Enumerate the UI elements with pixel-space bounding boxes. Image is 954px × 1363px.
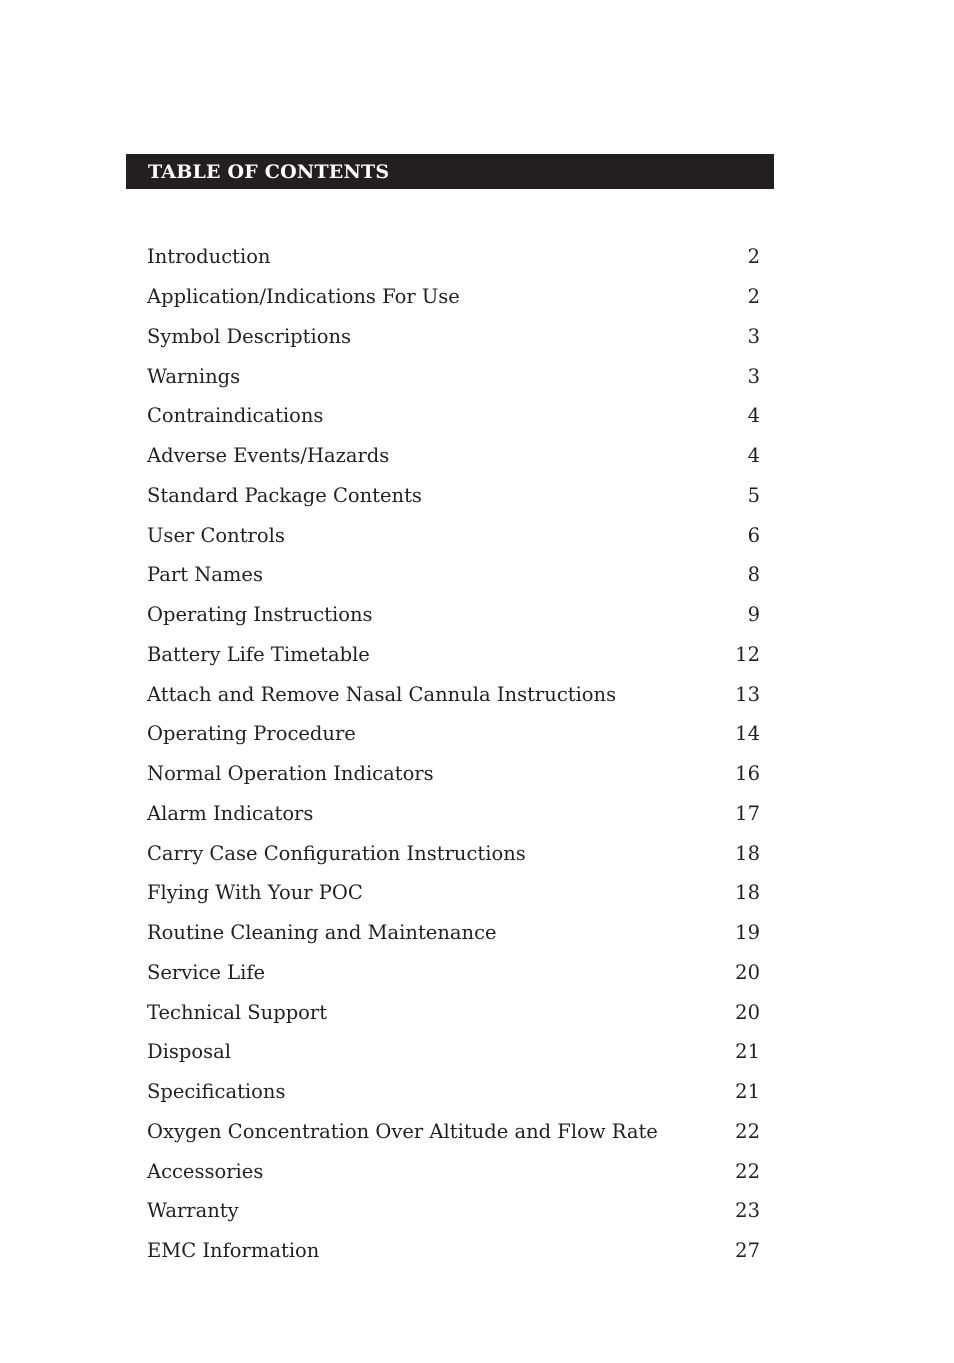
toc-entry-label: Application/Indications For Use [147, 285, 460, 309]
toc-entry-label: Flying With Your POC [147, 881, 363, 905]
toc-entry-page-number: 9 [747, 603, 760, 627]
toc-entry [147, 754, 760, 794]
toc-entry-page-number: 13 [735, 682, 760, 706]
toc-entry-page-number: 12 [735, 642, 760, 666]
toc-entry [147, 992, 760, 1032]
toc-entry [147, 1231, 760, 1271]
toc-entry-page-number: 18 [735, 881, 760, 905]
toc-entry-label: Accessories [147, 1159, 264, 1183]
toc-entry-page-number: 4 [747, 444, 760, 468]
toc-entry-page-number: 17 [735, 801, 760, 825]
toc-entry-label: Service Life [147, 960, 266, 984]
toc-entry-page-number: 3 [747, 324, 760, 348]
toc-entry-page-number: 21 [735, 1040, 760, 1064]
toc-entry [147, 1151, 760, 1191]
toc-entry-label: Alarm Indicators [147, 801, 314, 825]
toc-entry-label: Oxygen Concentration Over Altitude and Flow Rate [147, 1119, 658, 1143]
toc-entry [147, 595, 760, 635]
toc-entry [147, 515, 760, 555]
toc-entry-label: EMC Information [147, 1239, 320, 1263]
toc-entry-label: Technical Support [147, 1000, 328, 1024]
toc-entry [147, 476, 760, 516]
toc-entry-label: Adverse Events/Hazards [147, 444, 390, 468]
toc-entry-label: Battery Life Timetable [147, 642, 370, 666]
toc-entry-page-number: 27 [735, 1239, 760, 1263]
toc-title: TABLE OF CONTENTS [148, 160, 390, 183]
toc-entry-label: Routine Cleaning and Maintenance [147, 921, 497, 945]
toc-entry-page-number: 2 [747, 245, 760, 269]
toc-entry-page-number: 6 [747, 523, 760, 547]
toc-entry-label: Part Names [147, 563, 263, 587]
toc-entry-label: Operating Procedure [147, 722, 356, 746]
toc-entry-label: Carry Case Configuration Instructions [147, 841, 526, 865]
toc-entry-page-number: 23 [735, 1199, 760, 1223]
toc-entry [147, 714, 760, 754]
toc-entry-label: Attach and Remove Nasal Cannula Instructions [147, 682, 617, 706]
toc-entry-page-number: 20 [735, 960, 760, 984]
toc-entry-label: Symbol Descriptions [147, 324, 352, 348]
toc-entry-page-number: 16 [735, 762, 760, 786]
toc-entry-label: Disposal [147, 1040, 231, 1064]
toc-entry [147, 237, 760, 277]
toc-entry [147, 1032, 760, 1072]
toc-entry-page-number: 19 [735, 921, 760, 945]
toc-entry [147, 635, 760, 675]
toc-entry-page-number: 22 [735, 1119, 760, 1143]
toc-entry-label: Normal Operation Indicators [147, 762, 434, 786]
toc-entry-page-number: 20 [735, 1000, 760, 1024]
toc-entry-label: Contraindications [147, 404, 324, 428]
toc-entry [147, 1072, 760, 1112]
toc-entry [147, 794, 760, 834]
toc-entry [147, 674, 760, 714]
toc-entry-page-number: 21 [735, 1080, 760, 1104]
toc-entry [147, 555, 760, 595]
toc-entry [147, 833, 760, 873]
toc-entry-label: Operating Instructions [147, 603, 373, 627]
toc-entry-label: Introduction [147, 245, 271, 269]
toc-entry [147, 1191, 760, 1231]
toc-entry-page-number: 5 [747, 483, 760, 507]
toc-entry-label: Warranty [147, 1199, 239, 1223]
toc-entry-page-number: 3 [747, 364, 760, 388]
toc-entry [147, 396, 760, 436]
toc-list [147, 237, 760, 1271]
toc-entry-page-number: 8 [747, 563, 760, 587]
toc-header-bar [126, 154, 774, 189]
toc-entry [147, 1112, 760, 1152]
toc-entry [147, 356, 760, 396]
toc-entry [147, 317, 760, 357]
toc-entry [147, 913, 760, 953]
toc-entry [147, 277, 760, 317]
toc-entry-label: Specifications [147, 1080, 286, 1104]
toc-entry-label: Warnings [147, 364, 241, 388]
toc-entry-label: Standard Package Contents [147, 483, 422, 507]
toc-entry-label: User Controls [147, 523, 285, 547]
toc-entry [147, 436, 760, 476]
toc-entry-page-number: 2 [747, 285, 760, 309]
toc-entry-page-number: 4 [747, 404, 760, 428]
toc-entry [147, 873, 760, 913]
toc-entry-page-number: 14 [735, 722, 760, 746]
toc-entry-page-number: 22 [735, 1159, 760, 1183]
toc-entry [147, 953, 760, 993]
toc-entry-page-number: 18 [735, 841, 760, 865]
